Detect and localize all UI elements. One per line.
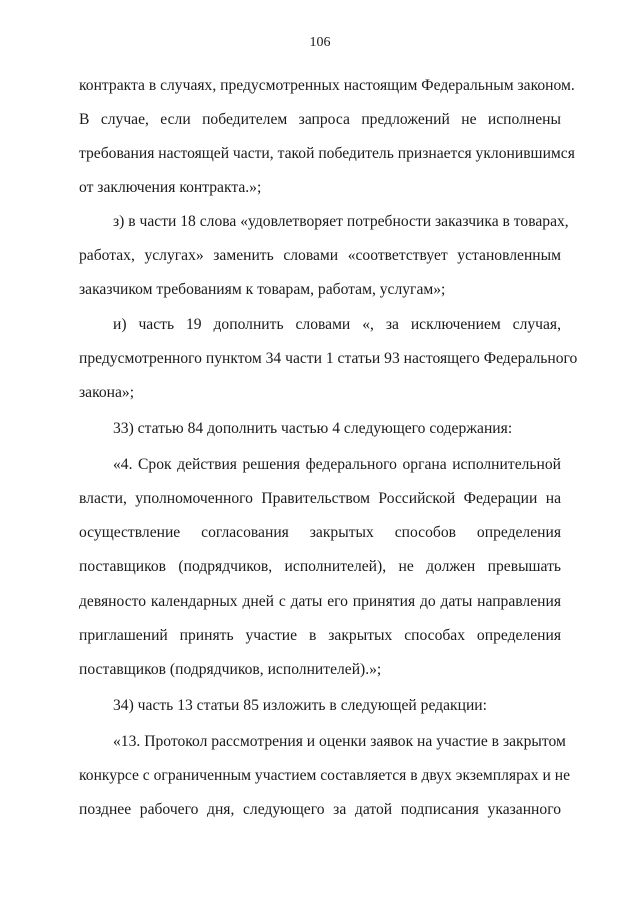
- text-line: заказчиком требованиям к товарам, работам, услугам»;: [79, 281, 446, 298]
- text-line: 33) статью 84 дополнить частью 4 следующего содержания:: [113, 420, 513, 437]
- text-line: и) часть 19 дополнить словами «, за исключением случая,: [113, 316, 561, 333]
- text-line: власти, уполномоченного Правительством Российской Федерации на: [79, 490, 561, 507]
- text-line: В случае, если победителем запроса предложений не исполнены: [79, 111, 561, 128]
- text-line: предусмотренного пунктом 34 части 1 статьи 93 настоящего Федерального: [79, 350, 578, 367]
- text-line: работах, услугах» заменить словами «соответствует установленным: [79, 247, 561, 264]
- page-number: 106: [309, 35, 331, 50]
- text-line: «4. Срок действия решения федерального органа исполнительной: [113, 456, 561, 473]
- text-line: от заключения контракта.»;: [79, 179, 262, 196]
- text-line: поставщиков (подрядчиков, исполнителей).»;: [79, 661, 382, 678]
- text-line: 34) часть 13 статьи 85 изложить в следующей редакции:: [113, 697, 487, 714]
- text-line: осуществление согласования закрытых способов определения: [79, 524, 561, 541]
- text-line: позднее рабочего дня, следующего за датой подписания указанного: [79, 801, 561, 818]
- text-line: контракта в случаях, предусмотренных настоящим Федеральным законом.: [79, 77, 575, 94]
- text-line: конкурсе с ограниченным участием составляется в двух экземплярах и не: [79, 767, 570, 784]
- text-line: приглашений принять участие в закрытых способах определения: [79, 627, 561, 644]
- text-line: закона»;: [79, 384, 135, 401]
- text-line: девяносто календарных дней с даты его принятия до даты направления: [79, 593, 561, 610]
- text-line: «13. Протокол рассмотрения и оценки заявок на участие в закрытом: [113, 733, 566, 750]
- text-line: требования настоящей части, такой победитель признается уклонившимся: [79, 145, 575, 162]
- text-line: поставщиков (подрядчиков, исполнителей), не должен превышать: [79, 558, 561, 575]
- text-line: з) в части 18 слова «удовлетворяет потребности заказчика в товарах,: [113, 213, 569, 230]
